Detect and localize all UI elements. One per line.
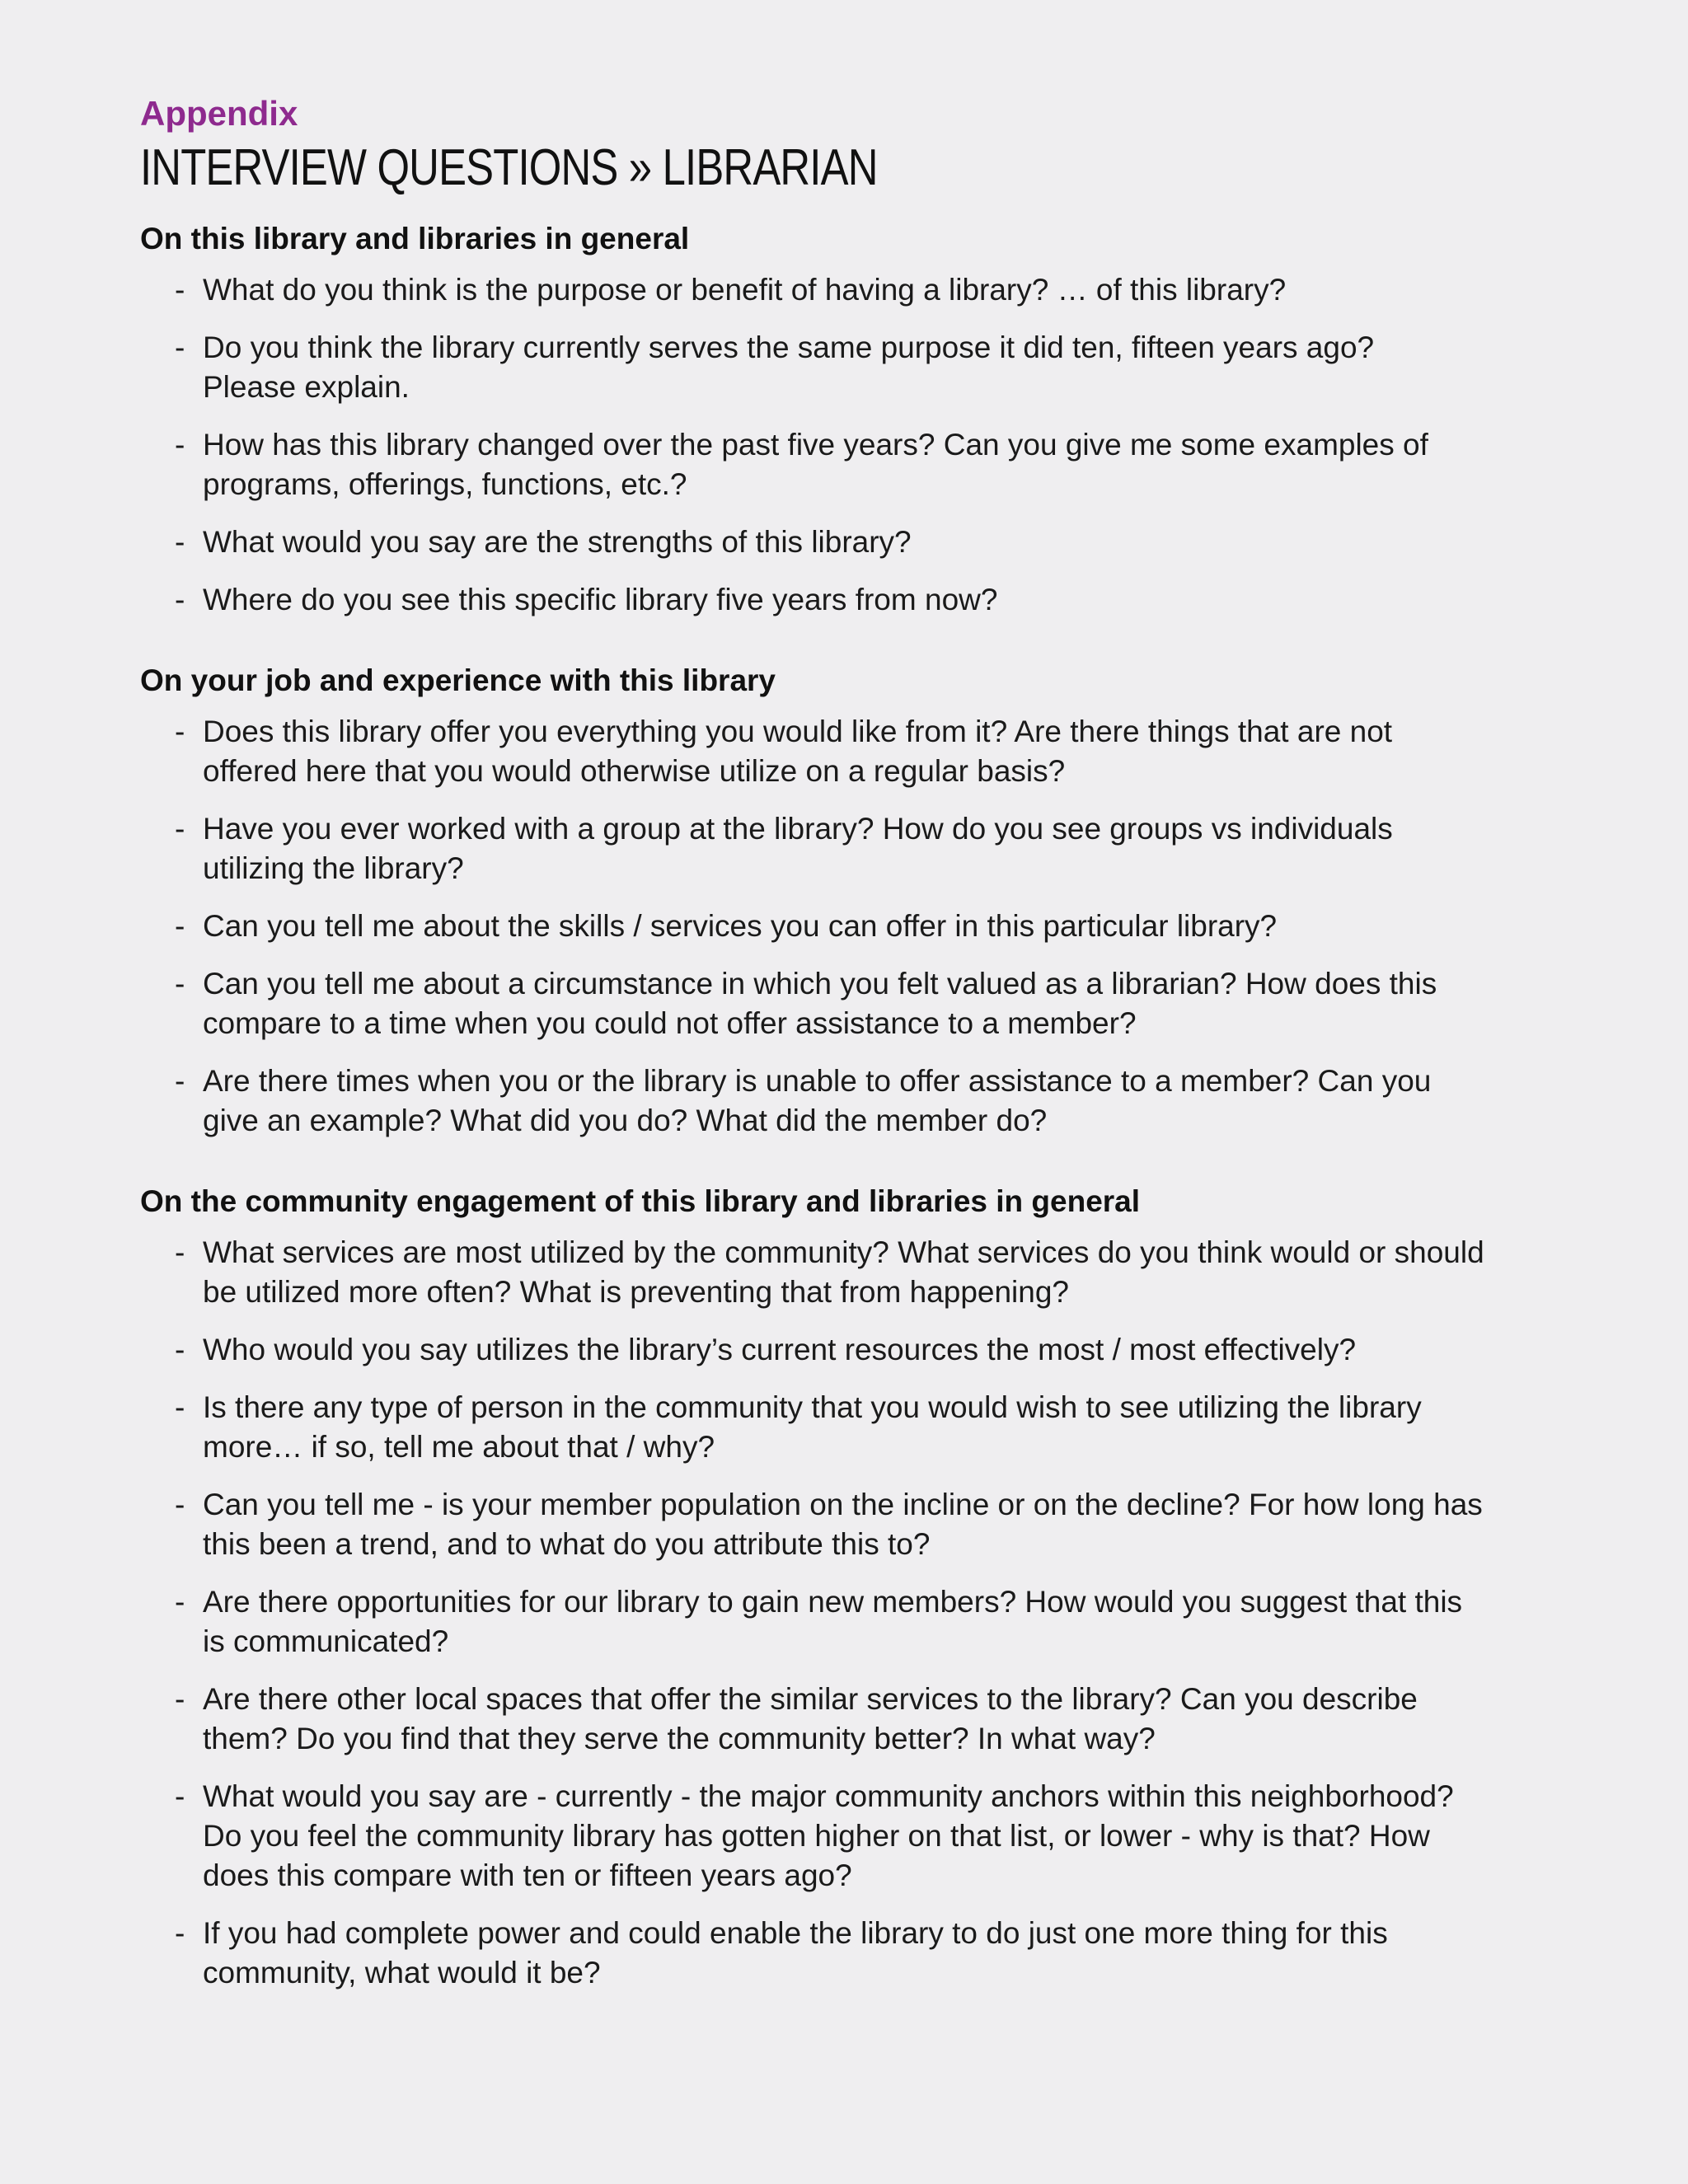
question-list — [140, 1233, 1558, 1993]
section-heading: On the community engagement of this library and libraries in general — [140, 1184, 1141, 1218]
question-item — [140, 1485, 1558, 1564]
question-text: Have you ever worked with a group at the library? How do you see groups vs individuals utilizing the library? — [203, 812, 1393, 885]
question-item — [140, 964, 1558, 1043]
list-dash: - — [175, 967, 185, 1001]
list-dash: - — [175, 812, 185, 846]
question-item — [140, 809, 1558, 888]
document-page — [140, 92, 1558, 2011]
list-dash: - — [175, 1333, 185, 1366]
section-heading: On your job and experience with this library — [140, 663, 776, 697]
question-text: Can you tell me about the skills / services you can offer in this particular library? — [203, 909, 1278, 943]
question-item — [140, 1680, 1558, 1759]
question-item — [140, 712, 1558, 791]
question-text: Are there other local spaces that offer the similar services to the library? Can you describe them? Do you find that they serve the community better? In what way? — [203, 1682, 1418, 1755]
list-dash: - — [175, 330, 185, 364]
section-job-experience — [140, 661, 1558, 1141]
question-item — [140, 907, 1558, 946]
question-item — [140, 1582, 1558, 1661]
question-item — [140, 328, 1558, 407]
list-dash: - — [175, 525, 185, 559]
question-text: If you had complete power and could enable the library to do just one more thing for this community, what would it be? — [203, 1916, 1388, 1990]
question-item — [140, 270, 1558, 310]
list-dash: - — [175, 1779, 185, 1813]
question-item — [140, 425, 1558, 504]
question-list — [140, 270, 1558, 620]
question-item — [140, 1388, 1558, 1467]
list-dash: - — [175, 273, 185, 307]
list-dash: - — [175, 1235, 185, 1269]
list-dash: - — [175, 1390, 185, 1424]
question-text: Are there opportunities for our library to gain new members? How would you suggest that this is communicated? — [203, 1585, 1463, 1658]
list-dash: - — [175, 1916, 185, 1950]
section-heading: On this library and libraries in general — [140, 222, 690, 255]
question-text: Do you think the library currently serves the same purpose it did ten, fifteen years ago? Please explain. — [203, 330, 1375, 404]
question-text: How has this library changed over the past five years? Can you give me some examples of programs, offerings, functions, etc.? — [203, 428, 1428, 501]
question-item — [140, 1330, 1558, 1370]
page-title: INTERVIEW QUESTIONS » LIBRARIAN — [140, 139, 878, 196]
list-dash: - — [175, 1682, 185, 1716]
question-text: What would you say are - currently - the major community anchors within this neighborhood? Do you feel the community library has gotten higher on that list, or lower - why is that? How does this compare with ten or fifteen years ago? — [203, 1779, 1454, 1892]
question-item — [140, 1777, 1558, 1896]
question-text: Who would you say utilizes the library’s current resources the most / most effectively? — [203, 1333, 1357, 1366]
question-text: Where do you see this specific library five years from now? — [203, 583, 998, 616]
list-dash: - — [175, 1064, 185, 1098]
list-dash: - — [175, 1488, 185, 1521]
appendix-label: Appendix — [140, 94, 298, 133]
list-dash: - — [175, 583, 185, 616]
question-text: Does this library offer you everything you would like from it? Are there things that are not offered here that you would otherwise utilize on a regular basis? — [203, 715, 1393, 788]
question-text: What would you say are the strengths of this library? — [203, 525, 912, 559]
list-dash: - — [175, 1585, 185, 1619]
question-item — [140, 1233, 1558, 1312]
question-text: Can you tell me about a circumstance in which you felt valued as a librarian? How does this compare to a time when you could not offer assistance to a member? — [203, 967, 1437, 1040]
section-community-engagement — [140, 1182, 1558, 1993]
question-item — [140, 1062, 1558, 1141]
list-dash: - — [175, 909, 185, 943]
question-text: What do you think is the purpose or benefit of having a library? … of this library? — [203, 273, 1287, 307]
list-dash: - — [175, 715, 185, 748]
question-item — [140, 523, 1558, 562]
question-text: What services are most utilized by the community? What services do you think would or should be utilized more often? What is preventing that from happening? — [203, 1235, 1484, 1309]
question-list — [140, 712, 1558, 1141]
question-item — [140, 1914, 1558, 1993]
question-text: Is there any type of person in the community that you would wish to see utilizing the library more… if so, tell me about that / why? — [203, 1390, 1422, 1464]
question-text: Are there times when you or the library is unable to offer assistance to a member? Can you give an example? What did you do? What did the member do? — [203, 1064, 1432, 1137]
list-dash: - — [175, 428, 185, 462]
question-item — [140, 580, 1558, 620]
question-text: Can you tell me - is your member population on the incline or on the decline? For how long has this been a trend, and to what do you attribute this to? — [203, 1488, 1483, 1561]
section-library-general — [140, 219, 1558, 620]
